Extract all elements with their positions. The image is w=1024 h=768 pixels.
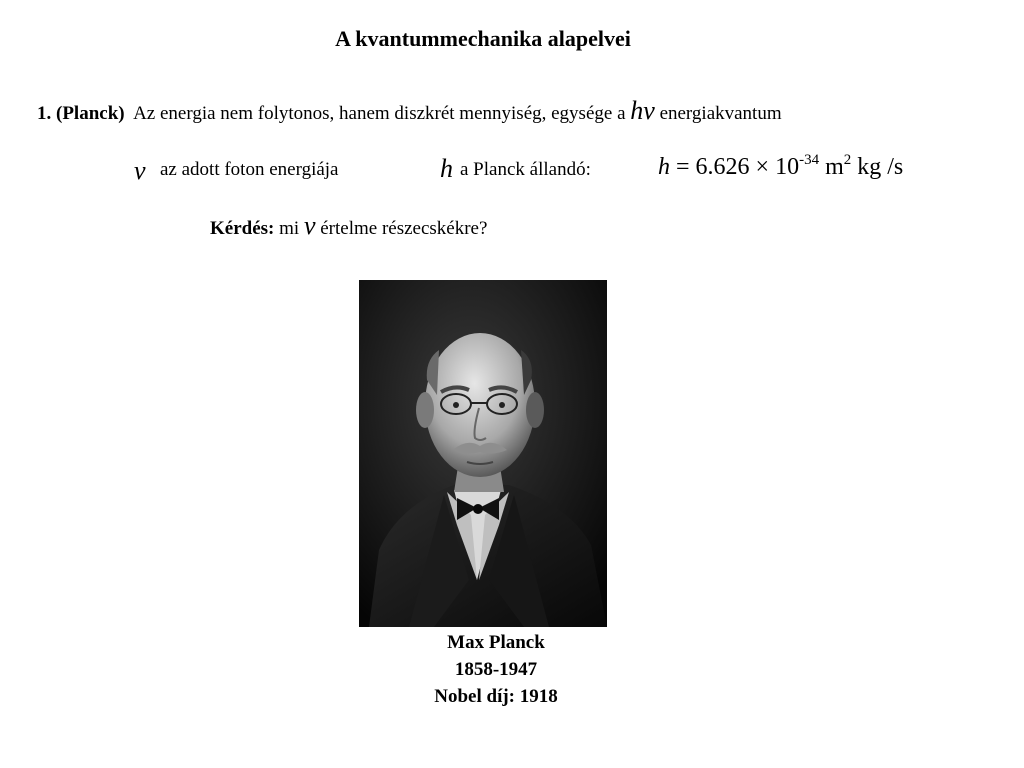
- question-text-end: értelme részecskékre?: [320, 218, 488, 239]
- principle-text-end: energiakvantum: [659, 103, 782, 124]
- formula-unit-m-exp: 2: [843, 152, 852, 168]
- h-definition: a Planck állandó:: [460, 159, 591, 180]
- formula-exponent: -34: [799, 152, 820, 168]
- h-symbol: h: [440, 154, 453, 183]
- question-text: mi: [279, 218, 300, 239]
- principle-text: Az energia nem folytonos, hanem diszkrét mennyiség, egysége a: [133, 103, 626, 124]
- question: [210, 213, 487, 240]
- nu-definition: az adott foton energiája: [160, 159, 339, 180]
- portrait-years: 1858-1947: [454, 659, 538, 680]
- nu-symbol: ν: [134, 156, 146, 185]
- planck-principle: [37, 98, 782, 125]
- symbol-nu: ν: [643, 96, 655, 125]
- formula-unit-rest: kg /s: [857, 154, 904, 180]
- planck-constant-formula: [658, 154, 903, 181]
- portrait-nobel: Nobel díj: 1918: [434, 686, 558, 707]
- portrait-name: Max Planck: [447, 632, 545, 653]
- principle-number: 1. (Planck): [37, 103, 125, 124]
- formula-value: = 6.626 × 10: [676, 154, 800, 180]
- symbol-h: h: [630, 96, 644, 125]
- formula-h: h: [658, 154, 670, 180]
- formula-unit-m: m: [825, 154, 844, 180]
- question-label: Kérdés:: [210, 218, 275, 239]
- max-planck-portrait: [359, 280, 607, 627]
- slide-title: A kvantummechanika alapelvei: [335, 26, 631, 51]
- question-nu-symbol: ν: [303, 211, 316, 240]
